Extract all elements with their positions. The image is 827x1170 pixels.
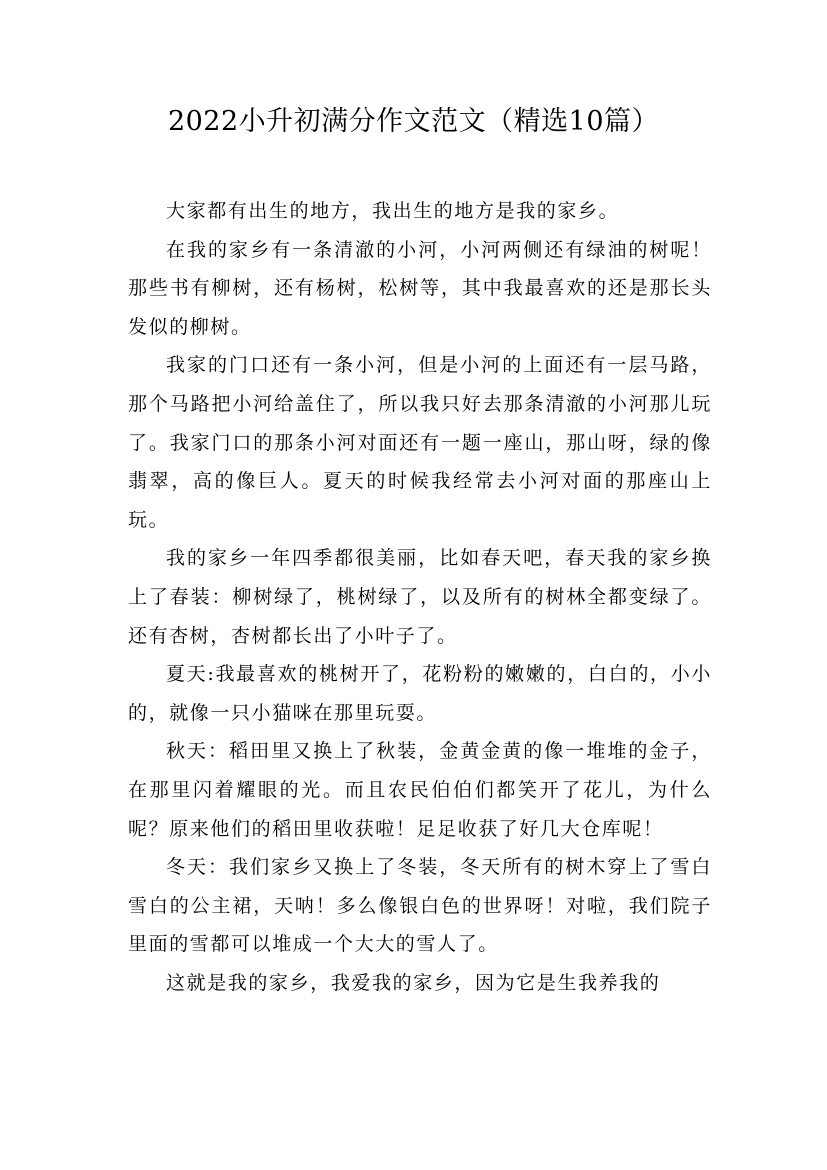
paragraph: 夏天:我最喜欢的桃树开了，花粉粉的嫩嫩的，白白的，小小的，就像一只小猫咪在那里玩耍。 (128, 663, 712, 724)
document-body (128, 192, 712, 1002)
paragraph: 我的家乡一年四季都很美丽，比如春天吧，春天我的家乡换上了春装：柳树绿了，桃树绿了，以及所有的树林全都变绿了。还有杏树，杏树都长出了小叶子了。 (128, 547, 712, 647)
paragraph: 大家都有出生的地方，我出生的地方是我的家乡。 (166, 200, 620, 222)
document-title: 2022小升初满分作文范文（精选10篇） (167, 106, 660, 137)
paragraph: 在我的家乡有一条清澈的小河，小河两侧还有绿油的树呢！那些书有柳树，还有杨树，松树等，其中我最喜欢的还是那长头发似的柳树。 (128, 238, 712, 338)
paragraph: 冬天：我们家乡又换上了冬装，冬天所有的树木穿上了雪白雪白的公主裙，天呐！多么像银白色的世界呀！对啦，我们院子里面的雪都可以堆成一个大大的雪人了。 (128, 856, 712, 956)
paragraph: 这就是我的家乡，我爱我的家乡，因为它是生我养我的 (166, 971, 661, 994)
paragraph: 我家的门口还有一条小河，但是小河的上面还有一层马路，那个马路把小河给盖住了，所以我只好去那条清澈的小河那儿玩了。我家门口的那条小河对面还有一题一座山，那山呀，绿的像翡翠，高的像巨人。夏天的时候我经常去小河对面的那座山上玩。 (128, 354, 712, 531)
paragraph: 秋天：稻田里又换上了秋装，金黄金黄的像一堆堆的金子，在那里闪着耀眼的光。而且农民伯伯们都笑开了花儿，为什么呢？原来他们的稻田里收获啦！足足收获了好几大仓库呢！ (128, 740, 712, 840)
